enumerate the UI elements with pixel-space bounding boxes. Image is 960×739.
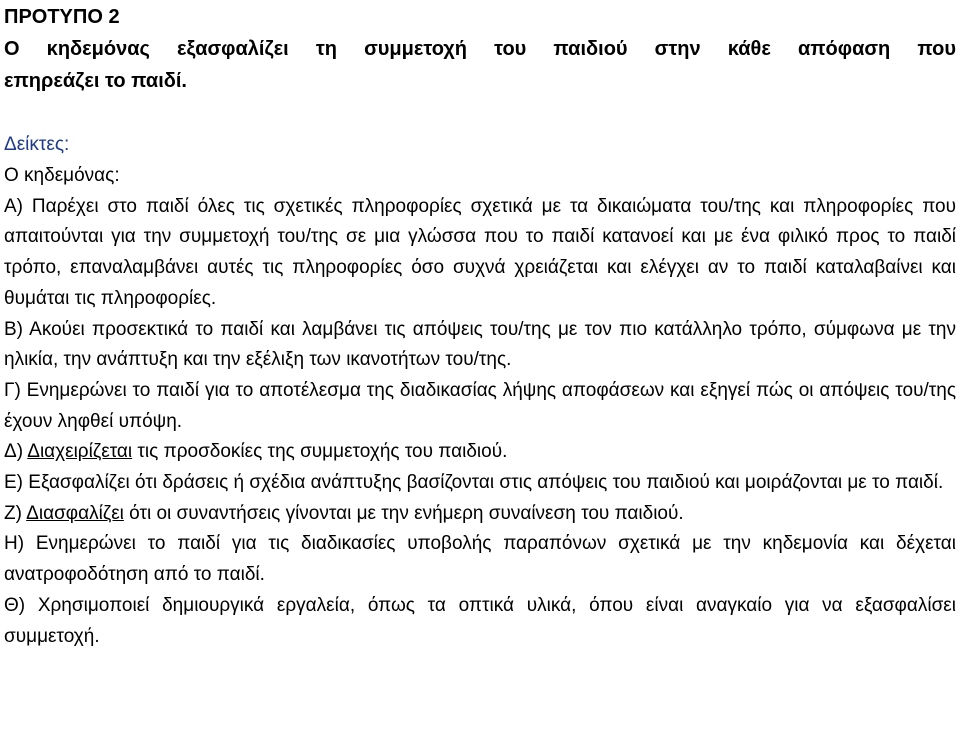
indicator-item-c: Γ) Ενημερώνει το παιδί για το αποτέλεσμα της διαδικασίας λήψης αποφάσεων και εξηγεί πώς οι απόψεις του/της έχουν ληφθεί υπόψη. bbox=[4, 379, 956, 432]
template-label: ΠΡΟΤΥΠΟ 2 bbox=[4, 6, 120, 28]
indicator-item-d-suffix: τις προσδοκίες της συμμετοχής του παιδιού. bbox=[132, 441, 508, 463]
indicator-item-b: Β) Ακούει προσεκτικά το παιδί και λαμβάνει τις απόψεις του/της με τον πιο κατάλληλο τρόπο, σύμφωνα με την ηλικία, την ανάπτυξη και την εξέλιξη των ικανοτήτων του/της. bbox=[4, 318, 956, 371]
heading-line-1: Ο κηδεμόνας εξασφαλίζει τη συμμετοχή του παιδιού στην κάθε απόφαση που bbox=[4, 38, 956, 60]
standard-heading bbox=[4, 0, 956, 97]
indicator-item-z bbox=[4, 499, 956, 530]
indicator-item-e: Ε) Εξασφαλίζει ότι δράσεις ή σχέδια ανάπτυξης βασίζονται στις απόψεις του παιδιού και μοιράζονται με το παιδί. bbox=[4, 472, 944, 494]
indicator-item-h: Η) Ενημερώνει το παιδί για τις διαδικασίες υποβολής παραπόνων σχετικά με την κηδεμονία και δέχεται ανατροφοδότηση από το παιδί. bbox=[4, 533, 956, 586]
indicator-item-d-underlined: Διαχειρίζεται bbox=[27, 441, 133, 463]
indicators-body bbox=[4, 161, 956, 652]
indicator-item-d bbox=[4, 437, 956, 468]
indicator-item-z-prefix: Ζ) bbox=[4, 502, 27, 524]
indicator-item-z-underlined: Διασφαλίζει bbox=[26, 502, 124, 524]
guardian-subject: Ο κηδεμόνας: bbox=[4, 165, 120, 186]
heading-line-2: επηρεάζει το παιδί. bbox=[4, 70, 187, 92]
indicator-item-th: Θ) Χρησιμοποιεί δημιουργικά εργαλεία, όπως τα οπτικά υλικά, όπου είναι αναγκαίο για να εξασφαλίσει συμμετοχή. bbox=[4, 594, 956, 647]
indicator-item-z-suffix: ότι οι συναντήσεις γίνονται με την ενήμερη συναίνεση του παιδιού. bbox=[123, 502, 684, 524]
blank-line bbox=[4, 97, 956, 129]
indicator-item-a: Α) Παρέχει στο παιδί όλες τις σχετικές πληροφορίες σχετικά με τα δικαιώματα του/της και πληροφορίες που απαιτούνται για την συμμετοχή του/της σε μια γλώσσα που το παιδί κατανοεί και με ένα φιλικό προς το παιδί τρόπο, επαναλαμβάνει αυτές τις πληροφορίες όσο συχνά χρειάζεται και ελέγχει αν το παιδί καταλαβαίνει και θυμάται τις πληροφορίες. bbox=[4, 195, 956, 309]
indicator-item-d-prefix: Δ) bbox=[4, 441, 28, 463]
indicators-label: Δείκτες: bbox=[4, 134, 70, 155]
